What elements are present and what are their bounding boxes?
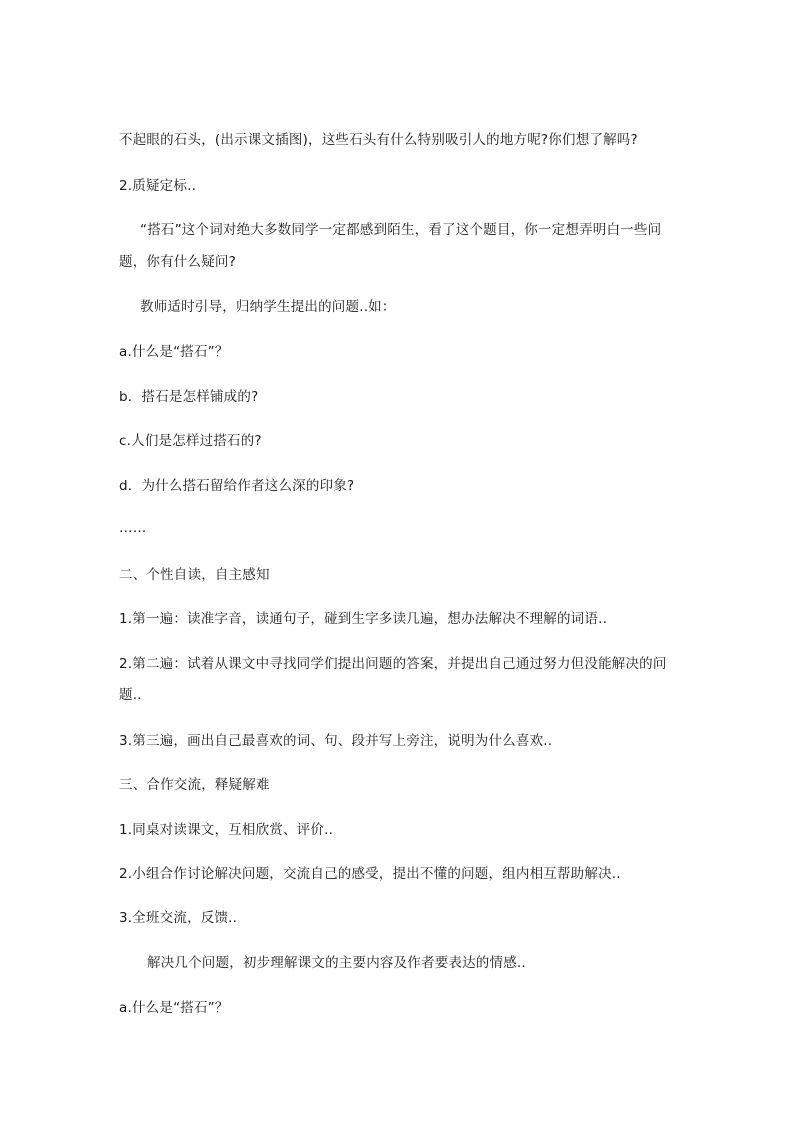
list-item: b．搭石是怎样铺成的? bbox=[119, 389, 259, 405]
list-item: 3.第三遍，画出自己最喜欢的词、句、段并写上旁注，说明为什么喜欢.. bbox=[119, 733, 553, 749]
list-item: d．为什么搭石留给作者这么深的印象? bbox=[119, 478, 355, 494]
list-item: a.什么是“搭石”？ bbox=[119, 1000, 229, 1016]
list-item: a.什么是“搭石”？ bbox=[119, 344, 229, 360]
list-item: 2.小组合作讨论解决问题，交流自己的感受，提出不懂的问题，组内相互帮助解决.. bbox=[119, 866, 621, 882]
list-item: 1.同桌对读课文，互相欣赏、评价.. bbox=[119, 822, 334, 838]
paragraph-line: 题，你有什么疑问? bbox=[119, 254, 236, 270]
list-item: 2.第二遍：试着从课文中寻找同学们提出问题的答案，并提出自己通过努力但没能解决的问 bbox=[119, 656, 667, 672]
paragraph-line: 教师适时引导，归纳学生提出的问题..如： bbox=[140, 299, 396, 315]
section-heading: 三、合作交流，释疑解难 bbox=[119, 777, 270, 793]
list-item: c.人们是怎样过搭石的? bbox=[119, 433, 262, 449]
list-item: 3.全班交流，反馈.. bbox=[119, 910, 238, 926]
list-item: 1.第一遍：读准字音，读通句子，碰到生字多读几遍，想办法解决不理解的词语.. bbox=[119, 611, 608, 627]
paragraph-line: 解决几个问题，初步理解课文的主要内容及作者要表达的情感.. bbox=[147, 955, 526, 971]
section-heading: 2.质疑定标.. bbox=[119, 178, 197, 194]
ellipsis: …… bbox=[119, 520, 147, 536]
paragraph-line: 不起眼的石头，(出示课文插图)，这些石头有什么特别吸引人的地方呢?你们想了解吗? bbox=[119, 132, 638, 148]
paragraph-line: 题.. bbox=[119, 687, 142, 703]
section-heading: 二、个性自读，自主感知 bbox=[119, 567, 270, 583]
paragraph-line: “搭石”这个词对绝大多数同学一定都感到陌生，看了这个题目，你一定想弄明白一些问 bbox=[140, 222, 662, 238]
